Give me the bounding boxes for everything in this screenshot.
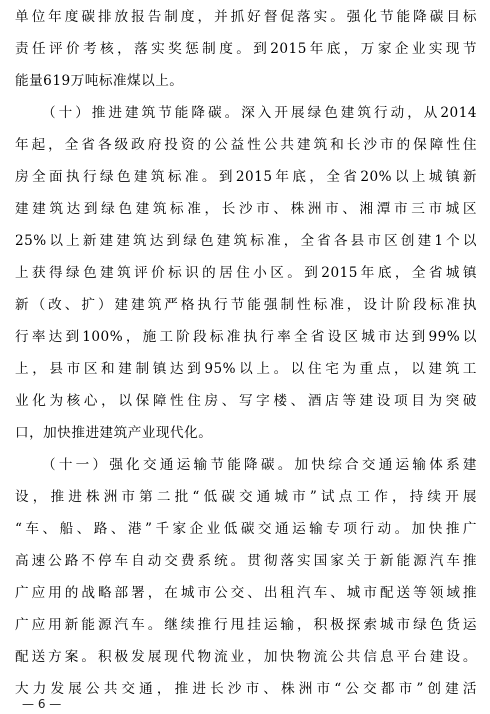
body-text-line: 业化为核心，以保障性住房、写字楼、酒店等建设项目为突破 <box>15 393 477 409</box>
body-text-line: 设，推进株洲市第二批“低碳交通城市”试点工作，持续开展 <box>15 489 477 505</box>
body-text-line: 配送方案。积极发展现代物流业，加快物流公共信息平台建设。 <box>15 649 477 665</box>
paragraph-heading-line: （十一）强化交通运输节能降碳。加快综合交通运输体系建 <box>42 457 477 473</box>
body-text-line: 行率达到100%，施工阶段标准执行率全省设区城市达到99%以 <box>15 329 477 345</box>
body-text-line: 高速公路不停车自动交费系统。贯彻落实国家关于新能源汽车推 <box>15 553 477 569</box>
body-text-line: 广应用的战略部署，在城市公交、出租汽车、城市配送等领域推 <box>15 585 477 601</box>
body-text-line: 单位年度碳排放报告制度，并抓好督促落实。强化节能降碳目标 <box>15 9 477 25</box>
page-number: — 6 — <box>22 697 62 711</box>
body-text-line: 能量619万吨标准煤以上。 <box>15 73 184 89</box>
body-text-line: 建建筑达到绿色建筑标准，长沙市、株洲市、湘潭市三市城区 <box>15 201 477 217</box>
paragraph-heading-line: （十）推进建筑节能降碳。深入开展绿色建筑行动，从2014 <box>42 105 477 121</box>
body-text-line: 广应用新能源汽车。继续推行甩挂运输，积极探索城市绿色货运 <box>15 617 477 633</box>
body-text-line: 年起，全省各级政府投资的公益性公共建筑和长沙市的保障性住 <box>15 137 477 153</box>
body-text-line: 大力发展公共交通，推进长沙市、株洲市“公交都市”创建活 <box>15 681 477 697</box>
body-text-line: 上获得绿色建筑评价标识的居住小区。到2015年底，全省城镇 <box>15 265 477 281</box>
body-text-line: 上，县市区和建制镇达到95%以上。以住宅为重点，以建筑工 <box>15 361 477 377</box>
body-text-line: 新（改、扩）建建筑严格执行节能强制性标准，设计阶段标准执 <box>15 297 477 313</box>
body-text-line: 房全面执行绿色建筑标准。到2015年底，全省20%以上城镇新 <box>15 169 477 185</box>
body-text-line: 口，加快推进建筑产业现代化。 <box>15 425 213 441</box>
body-text-line: 责任评价考核，落实奖惩制度。到2015年底，万家企业实现节 <box>15 41 477 57</box>
body-text-line: 25%以上新建建筑达到绿色建筑标准，全省各县市区创建1个以 <box>15 233 477 249</box>
body-text-line: “车、船、路、港”千家企业低碳交通运输专项行动。加快推广 <box>15 521 477 537</box>
